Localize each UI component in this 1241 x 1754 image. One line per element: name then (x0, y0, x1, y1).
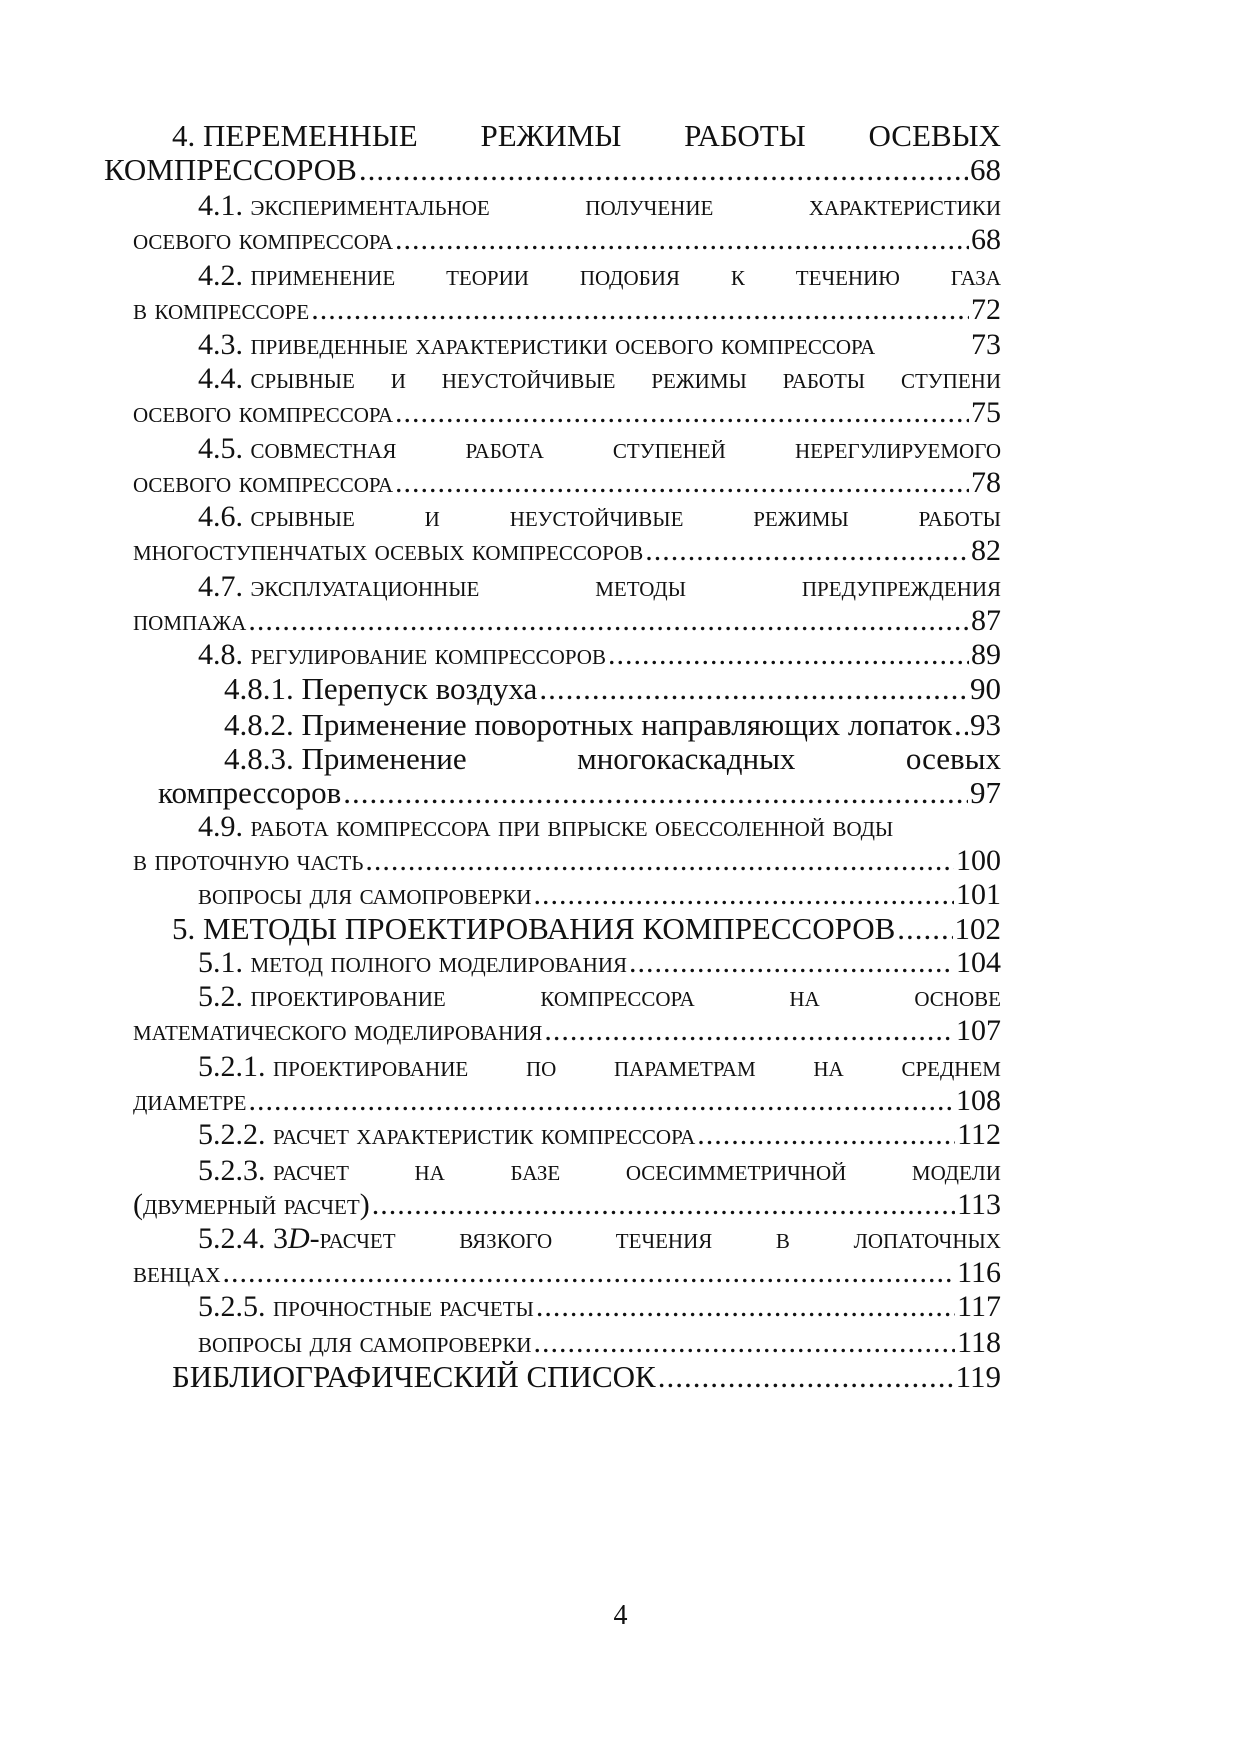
toc-number: 5.2.1. (198, 1050, 266, 1083)
toc-text: приведенные характеристики осевого компрессора (250, 328, 876, 361)
dot-leader (697, 1116, 955, 1154)
toc-text: математического моделирования (133, 1014, 543, 1047)
toc-text: эксплуатационные (250, 570, 480, 603)
toc-text: компрессора (540, 980, 695, 1013)
page-number: 4 (613, 1600, 628, 1631)
page-ref: 104 (956, 946, 1001, 979)
toc-text: характеристики (808, 189, 1001, 222)
toc-text: 3 (273, 1222, 288, 1255)
toc-text: D (288, 1222, 310, 1255)
toc-text: осесимметричной (625, 1154, 847, 1187)
toc-text: БИБЛИОГРАФИЧЕСКИЙ СПИСОК (172, 1359, 656, 1394)
toc-number: 5.2.3. (198, 1154, 266, 1187)
toc-number: 5.1. (198, 946, 243, 979)
toc-text: 4.8.2. Применение поворотных направляющих лопаток (224, 707, 953, 742)
toc-number: 5.2. (198, 980, 243, 1013)
toc-text: 4.8.1. Перепуск воздуха (224, 671, 538, 706)
toc-text: проектирование (273, 1050, 469, 1083)
toc-text: подобия (579, 259, 680, 292)
page-ref: 89 (971, 638, 1001, 671)
dot-leader (395, 394, 969, 432)
toc-text: многоступенчатых осевых компрессоров (133, 534, 644, 567)
toc-text: регулирование компрессоров (250, 638, 606, 671)
dot-leader (372, 1186, 955, 1224)
toc-text: метод полного моделирования (250, 946, 628, 979)
page-ref: 73 (971, 328, 1001, 361)
toc-text: нерегулируемого (794, 432, 1001, 465)
toc-text: работа компрессора при впрыске обессоленной воды (250, 810, 894, 843)
toc-text: осевого компрессора (133, 466, 394, 499)
dot-leader (248, 602, 969, 640)
toc-text: течению (795, 259, 900, 292)
page-ref: 72 (971, 293, 1001, 326)
page-ref: 68 (970, 152, 1001, 187)
toc-text: расчет (273, 1154, 349, 1187)
toc-text: диаметре (133, 1084, 247, 1117)
dot-leader (534, 1324, 956, 1362)
toc-text: методы (595, 570, 687, 603)
toc-text: режимы (753, 500, 849, 533)
toc-text: на (414, 1154, 445, 1187)
toc-text: ступеней (612, 432, 726, 465)
dot-leader (536, 1288, 955, 1326)
page-ref: 97 (970, 775, 1001, 810)
page-ref: 90 (970, 671, 1001, 706)
toc-text: компрессоров (158, 775, 342, 810)
toc-text: к (730, 259, 745, 292)
page-ref: 93 (970, 707, 1001, 742)
toc-text: в проточную часть (133, 844, 364, 877)
toc-text: в (775, 1222, 790, 1255)
page-ref: 119 (955, 1359, 1001, 1394)
toc-text: 4. ПЕРЕМЕННЫЕ (172, 118, 418, 153)
page-ref: 78 (971, 466, 1001, 499)
toc-text: основе (914, 980, 1001, 1013)
toc-text: работы (782, 362, 866, 395)
toc-number: 4.6. (198, 500, 243, 533)
page-ref: 113 (957, 1188, 1001, 1221)
toc-text: срывные (250, 362, 355, 395)
toc-text: применение (250, 259, 396, 292)
toc-text: лопаточных (853, 1222, 1001, 1255)
toc-text: неустойчивые (441, 362, 616, 395)
page-ref: 118 (957, 1326, 1001, 1359)
page-ref: 117 (957, 1290, 1001, 1323)
toc-text: (двумерный расчет) (133, 1188, 370, 1221)
dot-leader (311, 291, 969, 329)
toc-text: газа (950, 259, 1001, 292)
page-ref: 101 (956, 878, 1001, 911)
dot-leader (544, 1012, 954, 1050)
toc-text: РАБОТЫ (684, 118, 806, 153)
toc-text: предупреждения (801, 570, 1001, 603)
toc-text: вопросы для самопроверки (198, 1326, 532, 1359)
toc-text: модели (911, 1154, 1001, 1187)
dot-leader (897, 910, 952, 948)
toc-text: экспериментальное (250, 189, 490, 222)
toc-text: 5. МЕТОДЫ ПРОЕКТИРОВАНИЯ КОМПРЕССОРОВ (172, 911, 896, 946)
toc-text: вопросы для самопроверки (198, 878, 532, 911)
toc-text: работа (465, 432, 544, 465)
toc-text: совместная (250, 432, 397, 465)
toc-text: получение (585, 189, 714, 222)
toc-text: осевого компрессора (133, 223, 394, 256)
page-ref: 107 (956, 1014, 1001, 1047)
toc-text: среднем (901, 1050, 1001, 1083)
dot-leader (608, 636, 969, 674)
toc-text: срывные (250, 500, 355, 533)
toc-text: базе (510, 1154, 561, 1187)
toc-text: многокаскадных (577, 741, 796, 776)
dot-leader (395, 464, 969, 502)
toc-number: 4.3. (198, 328, 243, 361)
toc-number: 4.5. (198, 432, 243, 465)
toc-number: 4.4. (198, 362, 243, 395)
toc-text: проектирование (250, 980, 446, 1013)
toc-text: в компрессоре (133, 293, 310, 326)
page-ref: 100 (956, 844, 1001, 877)
dot-leader (954, 706, 968, 744)
toc-text: на (789, 980, 820, 1013)
toc-text: течения (615, 1222, 713, 1255)
toc-text: расчет характеристик компрессора (273, 1118, 696, 1151)
toc-text: работы (918, 500, 1001, 533)
toc-text: и (424, 500, 440, 533)
dot-leader (249, 1082, 955, 1120)
toc-text: венцах (133, 1256, 221, 1289)
toc-text: параметрам (614, 1050, 756, 1083)
toc-number: 4.8. (198, 638, 243, 671)
toc-text: режимы (651, 362, 747, 395)
toc-text: по (525, 1050, 557, 1083)
toc-number: 4.1. (198, 189, 243, 222)
toc-text: осевого компрессора (133, 396, 394, 429)
dot-leader (534, 876, 954, 914)
toc-number: 4.2. (198, 259, 243, 292)
toc-text: КОМПРЕССОРОВ (104, 152, 357, 187)
toc-text: ступени (900, 362, 1001, 395)
page-ref: 112 (957, 1118, 1001, 1151)
page-ref: 87 (971, 604, 1001, 637)
toc-text: ОСЕВЫХ (868, 118, 1001, 153)
toc-text: 4.8.3. Применение (224, 741, 467, 776)
dot-leader (359, 151, 968, 189)
dot-leader (343, 774, 968, 812)
dot-leader (645, 532, 969, 570)
page-ref: 116 (957, 1256, 1001, 1289)
toc-text: вязкого (459, 1222, 553, 1255)
toc-number: 5.2.4. (198, 1222, 266, 1255)
toc-number: 4.9. (198, 810, 243, 843)
dot-leader (365, 842, 954, 880)
toc-text: РЕЖИМЫ (480, 118, 622, 153)
page-ref: 108 (956, 1084, 1001, 1117)
toc-number: 5.2.2. (198, 1118, 266, 1151)
toc-text: осевых (905, 741, 1001, 776)
page-ref: 102 (954, 911, 1001, 946)
toc-text: и (390, 362, 406, 395)
page-ref: 75 (971, 396, 1001, 429)
toc-text: на (813, 1050, 844, 1083)
dot-leader (223, 1254, 956, 1292)
toc-text: помпажа (133, 604, 247, 637)
toc-text: неустойчивые (509, 500, 684, 533)
toc-text: теории (446, 259, 529, 292)
dot-leader (658, 1358, 954, 1396)
page-ref: 82 (971, 534, 1001, 567)
dot-leader (539, 670, 968, 708)
dot-leader (395, 221, 969, 259)
toc-text: прочностные расчеты (273, 1290, 534, 1323)
toc-number: 4.7. (198, 570, 243, 603)
page-ref: 68 (971, 223, 1001, 256)
toc-number: 5.2.5. (198, 1290, 266, 1323)
toc-text: -расчет (309, 1222, 396, 1255)
dot-leader (629, 944, 954, 982)
